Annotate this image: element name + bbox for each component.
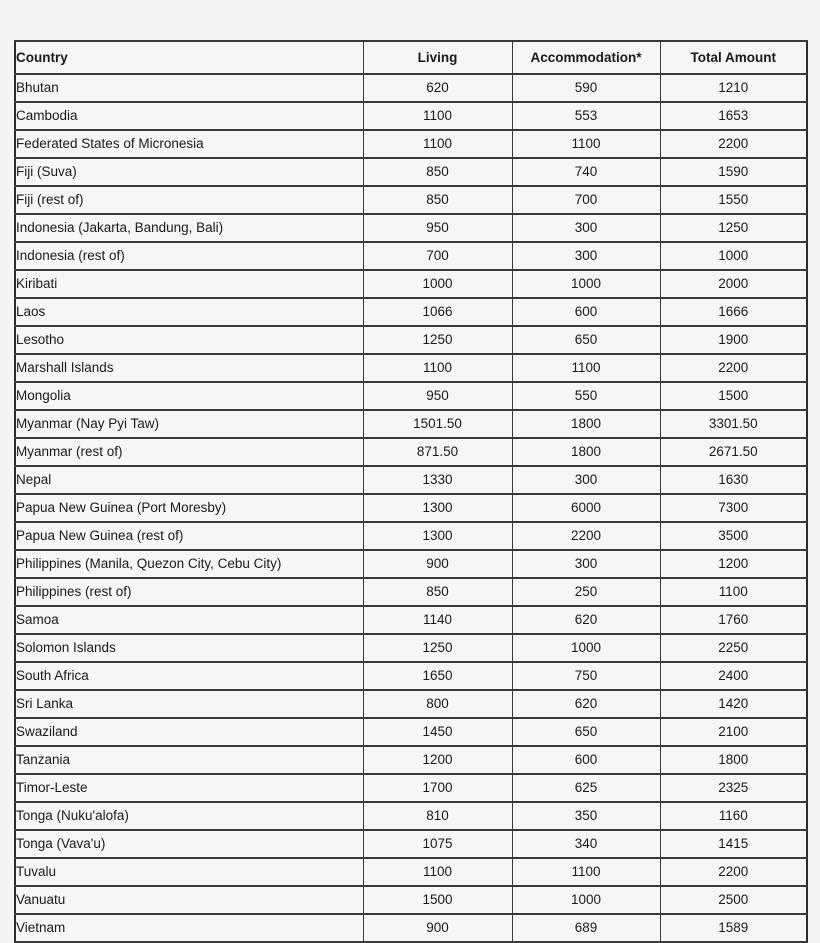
cell-accommodation: 689 bbox=[512, 914, 660, 942]
table-row bbox=[15, 662, 807, 690]
table-row bbox=[15, 550, 807, 578]
table-row bbox=[15, 74, 807, 102]
cell-accommodation: 1100 bbox=[512, 130, 660, 158]
table-row bbox=[15, 326, 807, 354]
cell-accommodation: 350 bbox=[512, 802, 660, 830]
cell-accommodation: 620 bbox=[512, 690, 660, 718]
cell-living: 1450 bbox=[363, 718, 512, 746]
cell-total-amount: 1550 bbox=[660, 186, 807, 214]
cell-accommodation: 1100 bbox=[512, 354, 660, 382]
cell-country: Papua New Guinea (Port Moresby) bbox=[15, 494, 363, 522]
cell-living: 1100 bbox=[363, 858, 512, 886]
cell-country: Vanuatu bbox=[15, 886, 363, 914]
table-body bbox=[15, 74, 807, 942]
table-row bbox=[15, 578, 807, 606]
cell-living: 1500 bbox=[363, 886, 512, 914]
cell-living: 1000 bbox=[363, 270, 512, 298]
cell-total-amount: 1420 bbox=[660, 690, 807, 718]
cell-total-amount: 2200 bbox=[660, 858, 807, 886]
table-row bbox=[15, 802, 807, 830]
cell-total-amount: 2250 bbox=[660, 634, 807, 662]
cell-country: Philippines (rest of) bbox=[15, 578, 363, 606]
cell-country: Cambodia bbox=[15, 102, 363, 130]
cell-total-amount: 2500 bbox=[660, 886, 807, 914]
cell-total-amount: 3500 bbox=[660, 522, 807, 550]
cell-living: 950 bbox=[363, 214, 512, 242]
cell-living: 1330 bbox=[363, 466, 512, 494]
table-row bbox=[15, 774, 807, 802]
allowance-table-container bbox=[14, 40, 806, 943]
cell-accommodation: 550 bbox=[512, 382, 660, 410]
table-row bbox=[15, 158, 807, 186]
cell-total-amount: 2200 bbox=[660, 354, 807, 382]
table-row bbox=[15, 382, 807, 410]
cell-total-amount: 1630 bbox=[660, 466, 807, 494]
cell-accommodation: 700 bbox=[512, 186, 660, 214]
cell-country: South Africa bbox=[15, 662, 363, 690]
cell-total-amount: 1250 bbox=[660, 214, 807, 242]
table-row bbox=[15, 830, 807, 858]
cell-accommodation: 300 bbox=[512, 214, 660, 242]
cell-living: 620 bbox=[363, 74, 512, 102]
cell-total-amount: 7300 bbox=[660, 494, 807, 522]
table-row bbox=[15, 242, 807, 270]
cell-total-amount: 2200 bbox=[660, 130, 807, 158]
cell-accommodation: 553 bbox=[512, 102, 660, 130]
cell-country: Marshall Islands bbox=[15, 354, 363, 382]
cell-living: 850 bbox=[363, 186, 512, 214]
cell-total-amount: 1210 bbox=[660, 74, 807, 102]
cell-country: Lesotho bbox=[15, 326, 363, 354]
cell-country: Samoa bbox=[15, 606, 363, 634]
cell-living: 900 bbox=[363, 914, 512, 942]
cell-total-amount: 2325 bbox=[660, 774, 807, 802]
cell-living: 950 bbox=[363, 382, 512, 410]
cell-accommodation: 1000 bbox=[512, 634, 660, 662]
cell-accommodation: 250 bbox=[512, 578, 660, 606]
cell-country: Vietnam bbox=[15, 914, 363, 942]
cell-accommodation: 650 bbox=[512, 326, 660, 354]
cell-accommodation: 620 bbox=[512, 606, 660, 634]
cell-accommodation: 740 bbox=[512, 158, 660, 186]
cell-country: Indonesia (rest of) bbox=[15, 242, 363, 270]
cell-living: 871.50 bbox=[363, 438, 512, 466]
column-header-total-amount: Total Amount bbox=[660, 41, 807, 74]
cell-total-amount: 1160 bbox=[660, 802, 807, 830]
cell-country: Fiji (Suva) bbox=[15, 158, 363, 186]
cell-country: Swaziland bbox=[15, 718, 363, 746]
cell-country: Kiribati bbox=[15, 270, 363, 298]
table-row bbox=[15, 270, 807, 298]
cell-accommodation: 600 bbox=[512, 298, 660, 326]
cell-country: Solomon Islands bbox=[15, 634, 363, 662]
cell-total-amount: 1500 bbox=[660, 382, 807, 410]
cell-accommodation: 1100 bbox=[512, 858, 660, 886]
cell-living: 1650 bbox=[363, 662, 512, 690]
cell-total-amount: 2100 bbox=[660, 718, 807, 746]
cell-total-amount: 2671.50 bbox=[660, 438, 807, 466]
cell-accommodation: 300 bbox=[512, 550, 660, 578]
cell-total-amount: 1415 bbox=[660, 830, 807, 858]
cell-living: 1300 bbox=[363, 522, 512, 550]
cell-total-amount: 3301.50 bbox=[660, 410, 807, 438]
cell-living: 1300 bbox=[363, 494, 512, 522]
table-header-row bbox=[15, 41, 807, 74]
cell-accommodation: 1000 bbox=[512, 270, 660, 298]
cell-total-amount: 1100 bbox=[660, 578, 807, 606]
country-allowance-table bbox=[14, 40, 808, 943]
cell-country: Myanmar (rest of) bbox=[15, 438, 363, 466]
cell-living: 1100 bbox=[363, 130, 512, 158]
table-row bbox=[15, 690, 807, 718]
cell-country: Tanzania bbox=[15, 746, 363, 774]
table-row bbox=[15, 298, 807, 326]
table-row bbox=[15, 102, 807, 130]
cell-country: Fiji (rest of) bbox=[15, 186, 363, 214]
cell-country: Bhutan bbox=[15, 74, 363, 102]
column-header-accommodation: Accommodation* bbox=[512, 41, 660, 74]
cell-country: Laos bbox=[15, 298, 363, 326]
cell-country: Tonga (Vava'u) bbox=[15, 830, 363, 858]
cell-country: Tonga (Nuku'alofa) bbox=[15, 802, 363, 830]
cell-living: 1100 bbox=[363, 354, 512, 382]
table-row bbox=[15, 718, 807, 746]
cell-living: 700 bbox=[363, 242, 512, 270]
table-row bbox=[15, 494, 807, 522]
cell-living: 1501.50 bbox=[363, 410, 512, 438]
cell-total-amount: 1760 bbox=[660, 606, 807, 634]
cell-accommodation: 625 bbox=[512, 774, 660, 802]
cell-living: 850 bbox=[363, 158, 512, 186]
cell-country: Papua New Guinea (rest of) bbox=[15, 522, 363, 550]
cell-total-amount: 1900 bbox=[660, 326, 807, 354]
column-header-living: Living bbox=[363, 41, 512, 74]
column-header-country: Country bbox=[15, 41, 363, 74]
table-row bbox=[15, 522, 807, 550]
cell-total-amount: 1200 bbox=[660, 550, 807, 578]
cell-accommodation: 1800 bbox=[512, 410, 660, 438]
table-header bbox=[15, 41, 807, 74]
cell-accommodation: 2200 bbox=[512, 522, 660, 550]
table-row bbox=[15, 186, 807, 214]
cell-living: 1075 bbox=[363, 830, 512, 858]
table-row bbox=[15, 130, 807, 158]
table-row bbox=[15, 634, 807, 662]
cell-country: Myanmar (Nay Pyi Taw) bbox=[15, 410, 363, 438]
cell-total-amount: 1800 bbox=[660, 746, 807, 774]
cell-living: 800 bbox=[363, 690, 512, 718]
cell-country: Sri Lanka bbox=[15, 690, 363, 718]
cell-total-amount: 2000 bbox=[660, 270, 807, 298]
cell-living: 810 bbox=[363, 802, 512, 830]
cell-accommodation: 300 bbox=[512, 242, 660, 270]
table-row bbox=[15, 914, 807, 942]
cell-total-amount: 1000 bbox=[660, 242, 807, 270]
cell-accommodation: 1000 bbox=[512, 886, 660, 914]
cell-country: Mongolia bbox=[15, 382, 363, 410]
cell-living: 1250 bbox=[363, 634, 512, 662]
cell-living: 1140 bbox=[363, 606, 512, 634]
table-row bbox=[15, 466, 807, 494]
cell-total-amount: 1589 bbox=[660, 914, 807, 942]
cell-living: 900 bbox=[363, 550, 512, 578]
cell-country: Tuvalu bbox=[15, 858, 363, 886]
table-row bbox=[15, 438, 807, 466]
cell-accommodation: 750 bbox=[512, 662, 660, 690]
table-row bbox=[15, 606, 807, 634]
cell-country: Indonesia (Jakarta, Bandung, Bali) bbox=[15, 214, 363, 242]
cell-total-amount: 2400 bbox=[660, 662, 807, 690]
cell-accommodation: 650 bbox=[512, 718, 660, 746]
cell-accommodation: 600 bbox=[512, 746, 660, 774]
table-row bbox=[15, 354, 807, 382]
cell-living: 1700 bbox=[363, 774, 512, 802]
table-row bbox=[15, 746, 807, 774]
table-row bbox=[15, 410, 807, 438]
cell-accommodation: 300 bbox=[512, 466, 660, 494]
cell-country: Philippines (Manila, Quezon City, Cebu City) bbox=[15, 550, 363, 578]
cell-accommodation: 6000 bbox=[512, 494, 660, 522]
cell-living: 850 bbox=[363, 578, 512, 606]
cell-total-amount: 1666 bbox=[660, 298, 807, 326]
cell-living: 1250 bbox=[363, 326, 512, 354]
cell-total-amount: 1653 bbox=[660, 102, 807, 130]
table-row bbox=[15, 858, 807, 886]
cell-living: 1100 bbox=[363, 102, 512, 130]
table-row bbox=[15, 886, 807, 914]
cell-living: 1200 bbox=[363, 746, 512, 774]
cell-accommodation: 590 bbox=[512, 74, 660, 102]
cell-accommodation: 340 bbox=[512, 830, 660, 858]
table-row bbox=[15, 214, 807, 242]
cell-country: Timor-Leste bbox=[15, 774, 363, 802]
cell-country: Nepal bbox=[15, 466, 363, 494]
cell-country: Federated States of Micronesia bbox=[15, 130, 363, 158]
cell-living: 1066 bbox=[363, 298, 512, 326]
cell-accommodation: 1800 bbox=[512, 438, 660, 466]
cell-total-amount: 1590 bbox=[660, 158, 807, 186]
